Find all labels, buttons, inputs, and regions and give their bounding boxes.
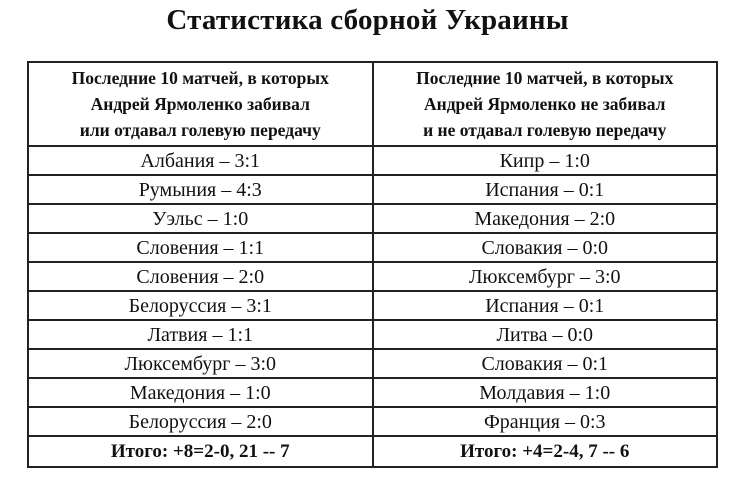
- page-title: Статистика сборной Украины: [166, 4, 569, 36]
- total-cell-scored: Итого: +8=2-0, 21 -- 7: [28, 436, 373, 467]
- match-cell: Белоруссия – 3:1: [28, 291, 373, 320]
- header-row: [28, 62, 717, 146]
- table-row: [28, 378, 717, 407]
- header-line: или отдавал голевую передачу: [79, 120, 321, 140]
- match-cell: Испания – 0:1: [373, 175, 718, 204]
- table-row: [28, 407, 717, 436]
- match-cell: Албания – 3:1: [28, 146, 373, 175]
- match-cell: Словакия – 0:1: [373, 349, 718, 378]
- match-cell: Словения – 1:1: [28, 233, 373, 262]
- match-cell: Словакия – 0:0: [373, 233, 718, 262]
- stats-table: [27, 61, 718, 468]
- match-cell: Испания – 0:1: [373, 291, 718, 320]
- table-row: [28, 175, 717, 204]
- match-cell: Франция – 0:3: [373, 407, 718, 436]
- header-line: Андрей Ярмоленко не забивал: [423, 94, 666, 114]
- table-row: [28, 204, 717, 233]
- match-cell: Люксембург – 3:0: [28, 349, 373, 378]
- match-cell: Румыния – 4:3: [28, 175, 373, 204]
- table-row: [28, 349, 717, 378]
- total-cell-not-scored: Итого: +4=2-4, 7 -- 6: [373, 436, 718, 467]
- table-row: [28, 233, 717, 262]
- totals-row: [28, 436, 717, 467]
- column-header-not-scored: [373, 62, 718, 146]
- table-row: [28, 262, 717, 291]
- header-line: и не отдавал голевую передачу: [423, 120, 667, 140]
- header-line: Последние 10 матчей, в которых: [71, 68, 329, 88]
- match-cell: Словения – 2:0: [28, 262, 373, 291]
- header-line: Андрей Ярмоленко забивал: [90, 94, 310, 114]
- match-cell: Уэльс – 1:0: [28, 204, 373, 233]
- column-header-scored: [28, 62, 373, 146]
- match-cell: Македония – 2:0: [373, 204, 718, 233]
- match-cell: Латвия – 1:1: [28, 320, 373, 349]
- match-cell: Белоруссия – 2:0: [28, 407, 373, 436]
- match-cell: Литва – 0:0: [373, 320, 718, 349]
- table-row: [28, 320, 717, 349]
- match-cell: Люксембург – 3:0: [373, 262, 718, 291]
- match-cell: Кипр – 1:0: [373, 146, 718, 175]
- match-cell: Молдавия – 1:0: [373, 378, 718, 407]
- table-row: [28, 291, 717, 320]
- table-row: [28, 146, 717, 175]
- match-cell: Македония – 1:0: [28, 378, 373, 407]
- header-line: Последние 10 матчей, в которых: [416, 68, 674, 88]
